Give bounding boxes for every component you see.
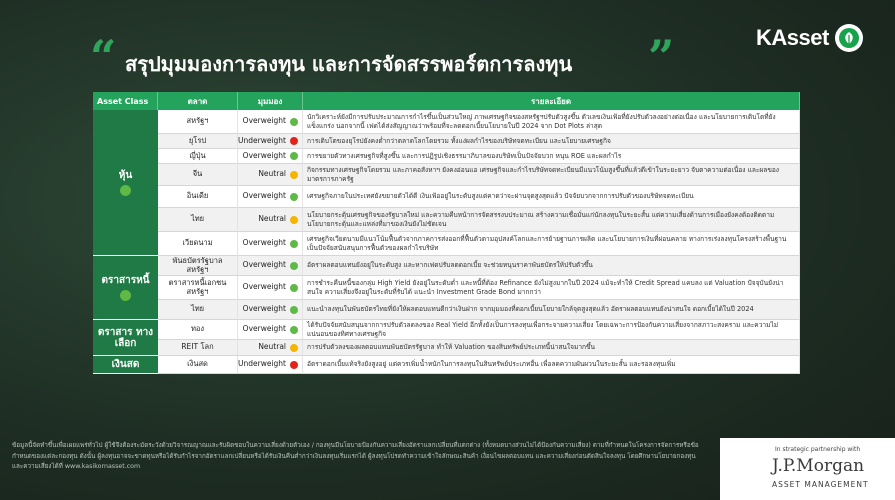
partner-brand: J.P.Morgan: [772, 456, 865, 476]
market-cell: ไทย: [158, 300, 238, 320]
market-cell: ญี่ปุ่น: [158, 149, 238, 164]
view-label: Overweight: [242, 238, 286, 248]
view-label: Neutral: [258, 169, 286, 179]
asset-class-cell: [93, 320, 158, 356]
market-cell: เงินสด: [158, 356, 238, 374]
market-cell: พันธบัตรรัฐบาล สหรัฐฯ: [158, 256, 238, 276]
status-dot-icon: [290, 137, 298, 145]
view-cell: [238, 134, 303, 149]
view-label: Overweight: [242, 260, 286, 270]
view-label: Overweight: [242, 324, 286, 334]
investment-view-table: [93, 92, 800, 430]
view-label: Neutral: [258, 342, 286, 352]
status-dot-icon: [290, 216, 298, 224]
partner-line: In strategic partnership with: [775, 446, 861, 453]
view-cell: [238, 110, 303, 134]
status-dot-icon: [290, 306, 298, 314]
status-dot-icon: [290, 193, 298, 201]
detail-cell: อัตราผลตอบแทนยังอยู่ในระดับสูง และหากเฟดปรับลดดอกเบี้ย จะช่วยหนุนราคาพันธบัตรให้ปรับตัวขึ้น: [303, 256, 800, 276]
partner-badge: [720, 438, 895, 500]
asset-class-label: เงินสด: [111, 359, 140, 370]
status-dot-icon: [290, 240, 298, 248]
view-label: Overweight: [242, 150, 286, 160]
status-dot-icon: [120, 290, 131, 301]
market-cell: จีน: [158, 164, 238, 186]
open-quote-mark: “: [90, 30, 117, 84]
detail-cell: การขยายตัวทางเศรษฐกิจที่สูงขึ้น และการปฏิรูปเชิงธรรมาภิบาลของบริษัทเป็นปัจจัยบวก หนุน ROE และผลกำไร: [303, 149, 800, 164]
header-asset-class: Asset Class: [93, 92, 158, 110]
view-label: Overweight: [242, 282, 286, 292]
view-cell: [238, 232, 303, 256]
detail-cell: อัตราดอกเบี้ยแท้จริงยังสูงอยู่ แต่ควรเพิ่มน้ำหนักในการลงทุนในสินทรัพย์ประเภทอื่น เพื่อลดความผันผวนในระยะสั้น และรอลงทุนเพิ่ม: [303, 356, 800, 374]
view-cell: [238, 164, 303, 186]
view-label: Overweight: [242, 191, 286, 201]
view-label: Underweight: [238, 135, 286, 145]
status-dot-icon: [290, 361, 298, 369]
view-cell: [238, 320, 303, 340]
view-label: Overweight: [242, 116, 286, 126]
view-cell: [238, 149, 303, 164]
view-cell: [238, 256, 303, 276]
disclaimer-text: ข้อมูลนี้จัดทำขึ้นเพื่อเผยแพร่ทั่วไป ผู้ใช้จึงต้องระมัดระวังด้วยวิจารณญาณและรับผิดชอบในความเสี่ยงด้วยตัวเอง / กองทุนมีนโยบายป้องกันความเสี่ยงอัตราแลกเปลี่ยนที่แตกต่าง (ทั้งหมดบางส่วนไม่ได้ป้องกันความเสี่ยง) ตามที่กำหนดในโครงการจัดการหรือข้อกำหนดของแต่ละกองทุน ดังนั้น ผู้ลงทุนอาจจะขาดทุนหรือได้รับกำไรจากอัตราแลกเปลี่ยนหรือได้รับเงินคืนต่ำกว่าเงินลงทุนเริ่มแรกได้ ผู้ลงทุนโปรดทำความเข้าใจลักษณะสินค้า เงื่อนไขผลตอบแทน และความเสี่ยงก่อนตัดสินใจลงทุน โดยศึกษานโยบายกองทุนและความเสี่ยงได้ที่ www.kasikornasset.com: [12, 442, 699, 470]
status-dot-icon: [290, 284, 298, 292]
asset-class-label: ตราสาร ทางเลือก: [97, 326, 154, 349]
page-title: สรุปมุมมองการลงทุน และการจัดสรรพอร์ตการลงทุน: [125, 52, 573, 76]
table-header: [93, 92, 800, 110]
logo-text: KAsset: [756, 25, 829, 50]
kbank-leaf-icon: [835, 24, 863, 52]
view-cell: [238, 300, 303, 320]
header-view: มุมมอง: [238, 92, 303, 110]
status-dot-icon: [290, 118, 298, 126]
market-cell: REIT โลก: [158, 340, 238, 356]
status-dot-icon: [290, 326, 298, 334]
close-quote-mark: ”: [648, 30, 675, 84]
view-cell: [238, 340, 303, 356]
asset-class-cell: [93, 356, 158, 374]
market-cell: ทอง: [158, 320, 238, 340]
asset-class-label: ตราสารหนี้: [101, 274, 150, 286]
view-cell: [238, 276, 303, 300]
view-cell: [238, 208, 303, 232]
header-market: ตลาด: [158, 92, 238, 110]
detail-cell: การปรับตัวลงของผลตอบแทนพันธบัตรรัฐบาล ทำให้ Valuation ของสินทรัพย์ประเภทนี้น่าสนใจมากขึ้น: [303, 340, 800, 356]
market-cell: ไทย: [158, 208, 238, 232]
market-cell: ยุโรป: [158, 134, 238, 149]
status-dot-icon: [290, 344, 298, 352]
status-dot-icon: [120, 185, 131, 196]
detail-cell: เศรษฐกิจเวียดนามมีแนวโน้มฟื้นตัวจากภาคการส่งออกที่ฟื้นตัวตามอุปสงค์โลกและการย้ายฐานการผลิต และนโยบายการเงินที่ผ่อนคลาย ทางการเร่งลงทุนโครงสร้างพื้นฐาน เป็นปัจจัยสนับสนุนการฟื้นตัวของผลกำไรบริษัท: [303, 232, 800, 256]
detail-cell: การชำระคืนหนี้ของกลุ่ม High Yield ยังอยู่ในระดับต่ำ และหนี้ที่ต้อง Refinance ยังไม่สูงมากในปี 2024 แม้จะทำให้ Credit Spread แคบลง แต่ Valuation ปัจจุบันยังน่าสนใจ ความเสี่ยงจึงอยู่ในระดับที่รับได้ แนะนำ Investment Grade Bond มากกว่า: [303, 276, 800, 300]
market-cell: สหรัฐฯ: [158, 110, 238, 134]
market-cell: เวียดนาม: [158, 232, 238, 256]
detail-cell: เศรษฐกิจภายในประเทศยังขยายตัวได้ดี เงินเฟ้ออยู่ในระดับสูงแต่คาดว่าจะผ่านจุดสูงสุดแล้ว ปัจจัยบวกจากการปรับตัวของบริษัทจดทะเบียน: [303, 186, 800, 208]
market-cell: อินเดีย: [158, 186, 238, 208]
market-cell: ตราสารหนี้เอกชน สหรัฐฯ: [158, 276, 238, 300]
partner-sub: ASSET MANAGEMENT: [772, 480, 869, 489]
asset-class-cell: [93, 110, 158, 256]
detail-cell: นักวิเคราะห์ยังมีการปรับประมาณการกำไรขึ้นเป็นส่วนใหญ่ ภาพเศรษฐกิจของสหรัฐฯปรับตัวสูงขึ้น ตัวเลขเงินเฟ้อที่ยังปรับตัวลงอย่างต่อเนื่อง และนโยบายการเติบโตที่ยังแข็งแกร่ง นอกจากนี้ เฟดได้ส่งสัญญาณว่าพร้อมที่จะลดดอกเบี้ยนโยบายในปี 2024 จาก Dot Plots ล่าสุด: [303, 110, 800, 134]
status-dot-icon: [290, 152, 298, 160]
view-label: Overweight: [242, 304, 286, 314]
view-cell: [238, 186, 303, 208]
detail-cell: การเติบโตของยุโรปยังคงต่ำกว่าตลาดโลกโดยรวม ทั้งแง่ผลกำไรของบริษัทจดทะเบียน และนโยบายเศรษฐกิจ: [303, 134, 800, 149]
kasset-logo: [756, 24, 863, 52]
detail-cell: แนะนำลงทุนในพันธบัตรไทยที่ยังให้ผลตอบแทนดีกว่าเงินฝาก จากมุมมองที่ดอกเบี้ยนโยบายใกล้จุดสูงสุดแล้ว อัตราผลตอบแทนยังน่าสนใจ ดอกเบี้ยได้ในปี 2024: [303, 300, 800, 320]
view-cell: [238, 356, 303, 374]
asset-class-cell: [93, 256, 158, 320]
status-dot-icon: [290, 262, 298, 270]
asset-class-label: หุ้น: [118, 169, 133, 181]
detail-cell: ได้รับปัจจัยสนับสนุนจากการปรับตัวลดลงของ Real Yield อีกทั้งยังเป็นการลงทุนเพื่อกระจายความเสี่ยง โดยเฉพาะการป้องกันความเสี่ยงจากสภาวะสงคราม และความไม่แน่นอนของทิศทางเศรษฐกิจ: [303, 320, 800, 340]
view-label: Underweight: [238, 359, 286, 369]
detail-cell: นโยบายกระตุ้นเศรษฐกิจของรัฐบาลใหม่ และความคืบหน้าการจัดสรรงบประมาณ สร้างความเชื่อมั่นแก่นักลงทุนในระยะสั้น แต่ความเสี่ยงด้านการเมืองยังคงต้องติดตาม นโยบายกระตุ้นและแหล่งที่มาของเงินยังไม่ชัดเจน: [303, 208, 800, 232]
view-label: Neutral: [258, 214, 286, 224]
detail-cell: กิจกรรมทางเศรษฐกิจโดยรวม และภาคอสังหาฯ ยังคงอ่อนแอ เศรษฐกิจและกำไรบริษัทจดทะเบียนมีแนวโน้มสูงขึ้นที่แล้วดีเข้าในระยะยาว จับตาความต่อเนื่อง และผลของมาตรการภาครัฐ: [303, 164, 800, 186]
status-dot-icon: [290, 171, 298, 179]
table-body: [93, 110, 800, 374]
header-detail: รายละเอียด: [303, 92, 800, 110]
